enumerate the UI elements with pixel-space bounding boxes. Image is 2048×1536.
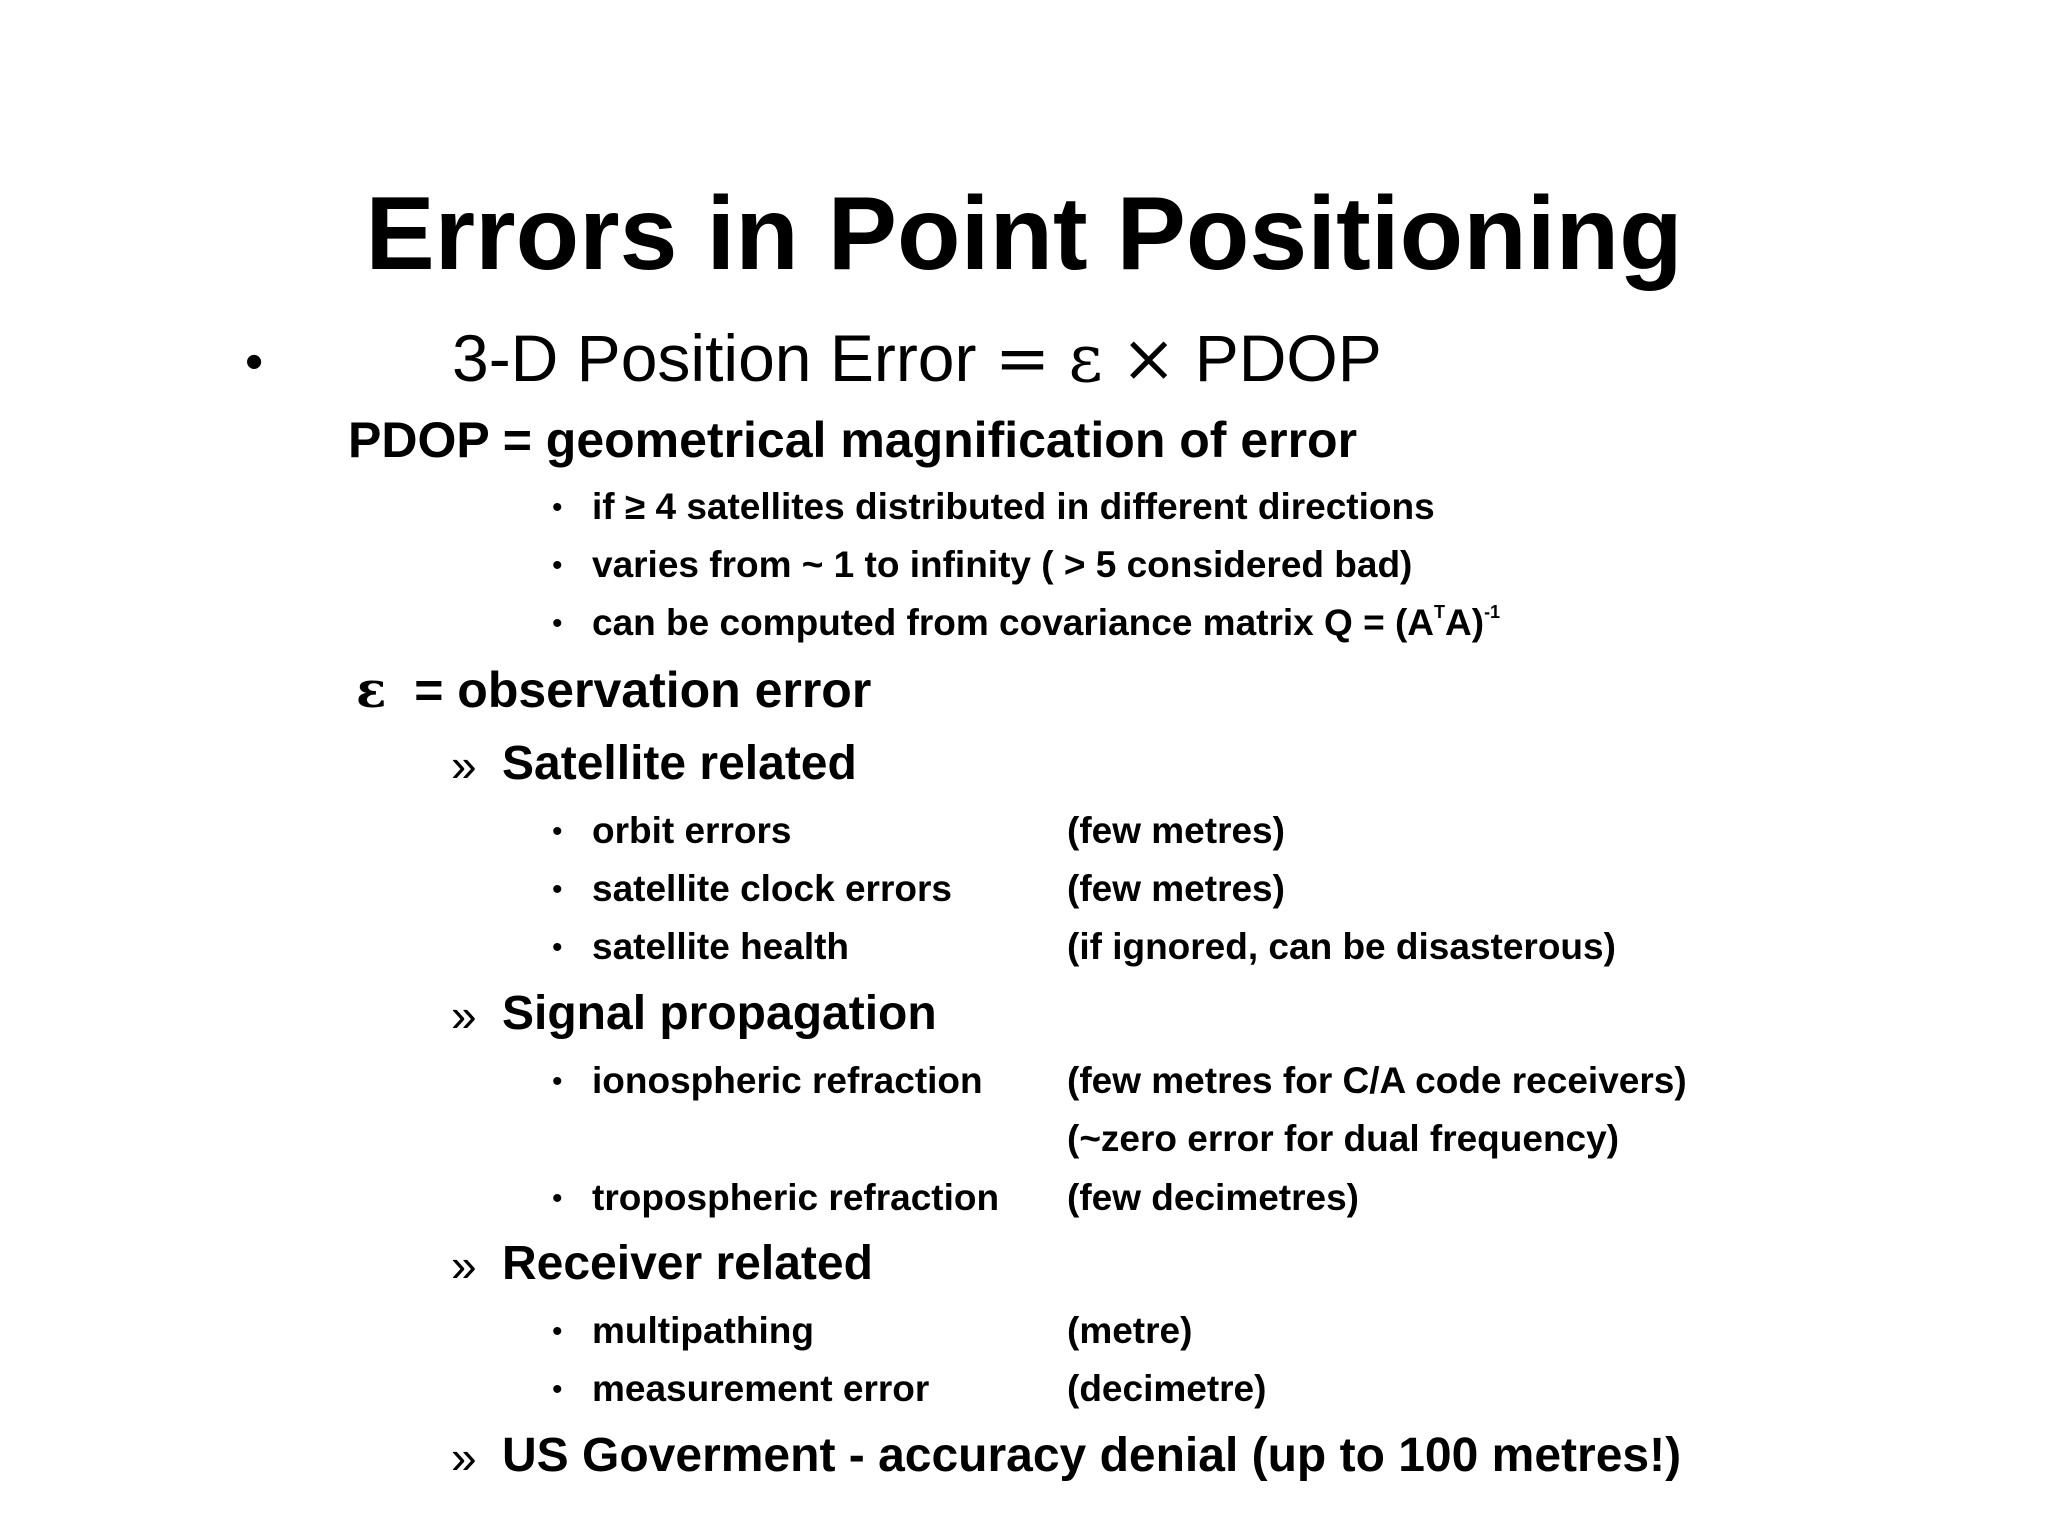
- error-value: (few metres for C/A code receivers): [1067, 1060, 1687, 1101]
- section-heading-accuracy-denial: US Goverment - accuracy denial (up to 100 metres!): [502, 1429, 1682, 1482]
- bullet-dot: •: [552, 549, 563, 582]
- position-error-formula: [452, 322, 1382, 395]
- epsilon-text: = observation error: [414, 662, 872, 718]
- error-value: (metre): [1067, 1310, 1193, 1351]
- section-marker: »: [451, 1431, 477, 1483]
- error-name: tropospheric refraction: [592, 1177, 1000, 1218]
- bullet-dot: •: [552, 607, 563, 640]
- formula-epsilon: ε: [1068, 320, 1103, 397]
- error-value: (few metres): [1067, 868, 1285, 909]
- formula-equals: =: [994, 320, 1051, 397]
- section-marker: »: [451, 989, 477, 1041]
- error-value: (few metres): [1067, 810, 1285, 851]
- bullet-dot: •: [552, 1182, 563, 1215]
- bullet-dot: •: [552, 873, 563, 906]
- section-marker: »: [451, 739, 477, 791]
- covariance-matrix-mid: A): [1445, 602, 1485, 643]
- bullet-dot: •: [552, 931, 563, 964]
- bullet-dot: •: [552, 1315, 563, 1348]
- bullet-dot: •: [552, 815, 563, 848]
- bullet-dot: •: [552, 1065, 563, 1098]
- slide-title: Errors in Point Positioning: [365, 176, 1683, 292]
- transpose-superscript: T: [1434, 601, 1446, 622]
- formula-times: ×: [1121, 320, 1177, 397]
- error-name: multipathing: [592, 1310, 814, 1351]
- error-value-secondary: (~zero error for dual frequency): [1067, 1118, 1620, 1159]
- error-name: satellite clock errors: [592, 868, 952, 909]
- epsilon-definition: [356, 661, 871, 719]
- section-marker: »: [451, 1239, 477, 1291]
- pdop-item-covariance: [592, 603, 1500, 643]
- bullet-dot: •: [552, 1373, 563, 1406]
- epsilon-symbol: ε: [356, 660, 387, 719]
- error-value: (if ignored, can be disasterous): [1067, 926, 1616, 967]
- main-bullet-marker: •: [245, 333, 264, 391]
- pdop-item: varies from ~ 1 to infinity ( > 5 considered bad): [592, 544, 1413, 585]
- section-heading-receiver: Receiver related: [502, 1237, 873, 1290]
- pdop-definition: PDOP = geometrical magnification of error: [348, 412, 1358, 468]
- error-value: (decimetre): [1067, 1368, 1267, 1409]
- formula-suffix: PDOP: [1194, 321, 1382, 395]
- covariance-text: can be computed from covariance matrix Q = (A: [592, 602, 1435, 643]
- error-name: ionospheric refraction: [592, 1060, 983, 1101]
- error-name: orbit errors: [592, 810, 792, 851]
- bullet-dot: •: [552, 491, 563, 524]
- section-heading-signal: Signal propagation: [502, 987, 937, 1040]
- pdop-item: if ≥ 4 satellites distributed in different directions: [592, 486, 1435, 527]
- error-name: satellite health: [592, 926, 850, 967]
- formula-prefix: 3-D Position Error: [452, 321, 977, 395]
- error-value: (few decimetres): [1067, 1177, 1359, 1218]
- error-name: measurement error: [592, 1368, 930, 1409]
- inverse-superscript: -1: [1484, 601, 1501, 622]
- section-heading-satellite: Satellite related: [502, 737, 857, 790]
